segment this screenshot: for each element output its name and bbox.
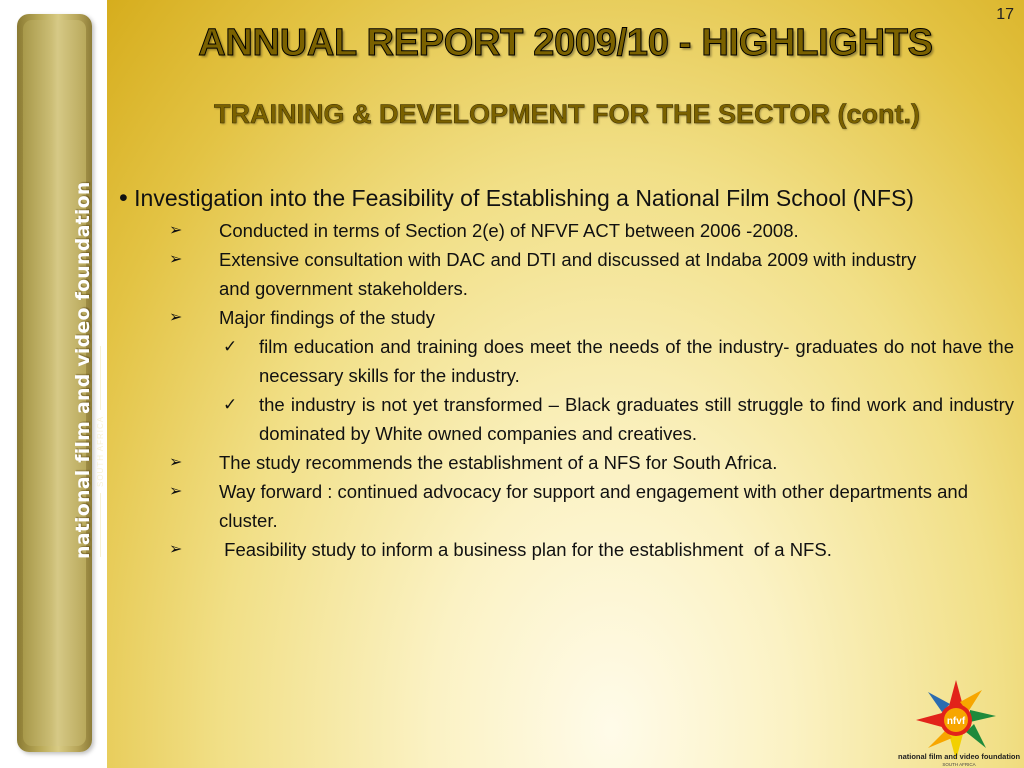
logo-country: SOUTH AFRICA bbox=[942, 762, 976, 767]
arrow-bullet-icon: ➢ bbox=[169, 541, 183, 558]
arrow-bullet-icon: ➢ bbox=[169, 483, 183, 500]
main-bullet bbox=[119, 182, 1014, 214]
finding-text: film education and training does meet the needs of the industry- graduates do not have the necessary skills for the industry. bbox=[259, 336, 1014, 386]
page-number: 17 bbox=[996, 6, 1014, 23]
checkmark-icon: ✓ bbox=[223, 337, 238, 356]
finding-item bbox=[119, 332, 1014, 390]
checkmark-icon: ✓ bbox=[223, 395, 238, 414]
brand-divider-left bbox=[100, 493, 101, 557]
brand-sub-row bbox=[96, 181, 105, 559]
brand-country: SOUTH AFRICA bbox=[96, 415, 105, 487]
finding-text: the industry is not yet transformed – Black graduates still struggle to find work and industry dominated by White owned companies and creatives. bbox=[259, 394, 1014, 444]
logo-name: national film and video foundation bbox=[898, 752, 1021, 761]
arrow-bullet-icon: ➢ bbox=[169, 251, 183, 268]
brand-divider-right bbox=[100, 346, 101, 410]
finding-item bbox=[119, 390, 1014, 448]
sidebar-band bbox=[17, 14, 105, 752]
list-item-text: Major findings of the study bbox=[219, 307, 435, 328]
list-item bbox=[119, 477, 1014, 535]
list-item bbox=[119, 448, 1014, 477]
list-item bbox=[119, 535, 1014, 564]
list-item bbox=[119, 216, 1014, 245]
arrow-bullet-icon: ➢ bbox=[169, 454, 183, 471]
main-bullet-text: Investigation into the Feasibility of Establishing a National Film School (NFS) bbox=[134, 185, 914, 211]
slide-panel bbox=[107, 0, 1024, 768]
brand-name: national film and video foundation bbox=[72, 181, 94, 559]
slide-subtitle: TRAINING & DEVELOPMENT FOR THE SECTOR (cont.) bbox=[213, 99, 920, 129]
slide-title: ANNUAL REPORT 2009/10 - HIGHLIGHTS bbox=[198, 22, 933, 64]
list-item bbox=[119, 303, 1014, 332]
arrow-bullet-icon: ➢ bbox=[169, 309, 183, 326]
list-item-text: Feasibility study to inform a business plan for the establishment of a NFS. bbox=[219, 539, 832, 560]
list-item-text: Way forward : continued advocacy for support and engagement with other departments and cluster. bbox=[219, 481, 968, 531]
list-item bbox=[119, 245, 1014, 303]
sidebar-brand bbox=[72, 181, 105, 559]
list-item-text: The study recommends the establishment of a NFS for South Africa. bbox=[219, 452, 778, 473]
list-item-text: Extensive consultation with DAC and DTI and discussed at Indaba 2009 with industry and government stakeholders. bbox=[219, 249, 917, 299]
logo-mark: nfvf bbox=[946, 716, 966, 727]
slide-content bbox=[119, 182, 1014, 564]
arrow-bullet-icon: ➢ bbox=[169, 222, 183, 239]
nfvf-logo-icon bbox=[898, 676, 1021, 764]
list-item-text: Conducted in terms of Section 2(e) of NFVF ACT between 2006 -2008. bbox=[219, 220, 799, 241]
bullet-dot-icon: • bbox=[119, 184, 128, 212]
